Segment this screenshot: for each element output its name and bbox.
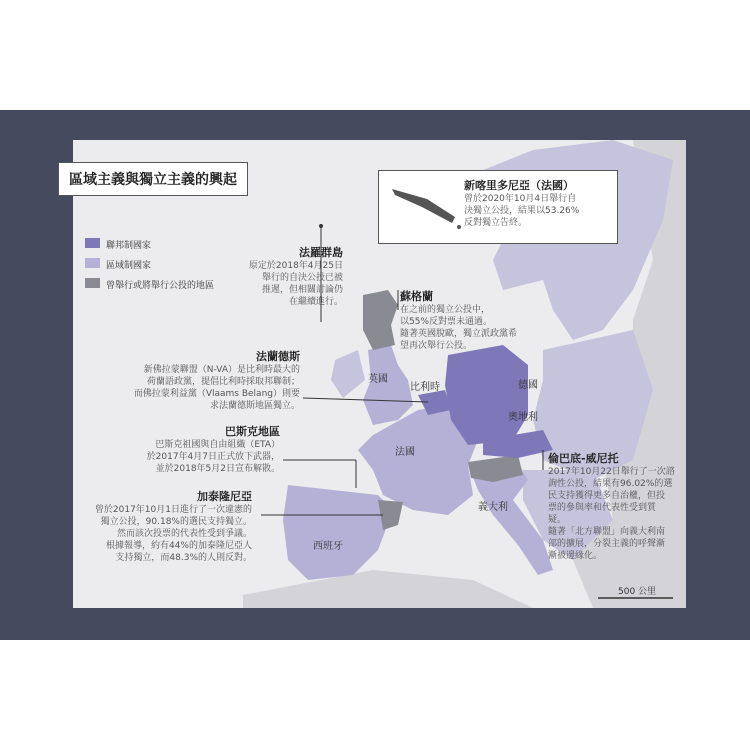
new-caledonia-callout <box>464 179 614 229</box>
scotland-shape <box>363 290 398 350</box>
scotland-line-2: 以55%反對票未通過。 <box>400 317 493 327</box>
faroe-title: 法羅群島 <box>299 246 343 259</box>
scotland-line-3: 隨著英國脫歐，獨立派政黨希 <box>400 329 518 339</box>
new-caledonia-inset <box>378 170 618 244</box>
flanders-line-3: 而佛拉蒙利益黨（Vlaams Belang）則要 <box>133 389 300 399</box>
legend-item-referendum <box>85 278 216 291</box>
new-caledonia-map <box>387 177 467 237</box>
country-label-germany: 德國 <box>518 380 538 391</box>
padania-title: 倫巴底-威尼托 <box>548 452 619 465</box>
scale-label: 500 公里 <box>618 587 657 597</box>
legend-swatch-federal <box>85 238 100 248</box>
flanders-line-4: 求法蘭德斯地區獨立。 <box>209 401 300 411</box>
legend-item-regional <box>85 258 216 271</box>
legend-label-regional: 區域制國家 <box>106 261 152 271</box>
faroe-line-3: 推遲，但相關討論仍 <box>261 285 343 295</box>
flanders-line-2: 荷蘭語政黨，提倡比利時採取邦聯制； <box>146 377 300 387</box>
legend-label-federal: 聯邦制國家 <box>106 241 152 251</box>
basque-title: 巴斯克地區 <box>225 425 280 438</box>
map-title: 區域主義與獨立主義的興起 <box>58 162 248 196</box>
catalonia-title: 加泰隆尼亞 <box>197 490 252 503</box>
faroe-callout <box>225 246 343 308</box>
catalonia-line-4: 根據報導，約有44%的加泰隆尼亞人 <box>105 541 252 551</box>
padania-line-7: 部的擴展，分裂主義的呼聲漸 <box>548 539 666 549</box>
basque-callout <box>120 425 280 475</box>
padania-line-1: 2017年10月22日舉行了一次諮 <box>548 467 675 477</box>
country-label-spain: 西班牙 <box>313 541 343 552</box>
legend <box>85 238 216 298</box>
scotland-callout <box>400 290 540 352</box>
scotland-title: 蘇格蘭 <box>400 290 433 303</box>
legend-swatch-regional <box>85 258 100 268</box>
new-caledonia-title: 新喀里多尼亞（法國） <box>464 179 574 192</box>
basque-line-3: 並於2018年5月2日宣布解散。 <box>155 464 280 474</box>
north-africa-land <box>243 570 533 608</box>
padania-callout <box>548 452 680 562</box>
country-label-italy: 義大利 <box>478 502 508 513</box>
catalonia-line-1: 曾於2017年10月1日進行了一次違憲的 <box>94 505 252 515</box>
flanders-title: 法蘭德斯 <box>256 350 300 363</box>
basque-line-1: 巴斯克祖國與自由組織（ETA） <box>155 440 280 450</box>
flanders-callout <box>110 350 300 412</box>
scotland-line-1: 在之前的獨立公投中， <box>400 305 491 315</box>
scotland-line-4: 望再次舉行公投。 <box>400 341 473 351</box>
padania-line-6: 隨著「北方聯盟」向義大利南 <box>548 527 666 537</box>
country-label-belgium: 比利時 <box>410 382 440 393</box>
faroe-marker <box>319 224 323 228</box>
faroe-line-1: 原定於2018年4月25日 <box>248 261 343 271</box>
country-label-austria: 奧地利 <box>508 412 538 423</box>
legend-item-federal <box>85 238 216 251</box>
catalonia-line-3: 然而該次投票的代表性受到爭議。 <box>116 529 252 539</box>
padania-line-3: 民支持獲得更多自治權，但投 <box>548 491 666 501</box>
padania-line-4: 票的參與率和代表性受到質 <box>548 503 657 513</box>
faroe-line-4: 在繼續進行。 <box>288 297 343 307</box>
padania-line-8: 漸被邊緣化。 <box>548 551 603 561</box>
uk-shape <box>363 345 413 425</box>
catalonia-callout <box>82 490 252 564</box>
faroe-line-2: 舉行的自決公投已被 <box>261 273 343 283</box>
legend-swatch-referendum <box>85 278 100 288</box>
basque-line-2: 於2017年4月7日正式放下武器， <box>146 452 280 462</box>
country-label-uk: 英國 <box>368 374 388 385</box>
new-caledonia-line-3: 反對獨立告終。 <box>464 218 528 228</box>
padania-line-2: 詢性公投，結果有96.02%的選 <box>548 479 673 489</box>
spain-shape <box>283 485 393 580</box>
new-caledonia-line-1: 曾於2020年10月4日舉行自 <box>464 194 577 204</box>
catalonia-line-5: 支持獨立，而48.3%的人則反對。 <box>115 553 252 563</box>
country-label-france: 法國 <box>395 447 415 458</box>
new-caledonia-line-2: 決獨立公投，結果以53.26% <box>464 206 580 216</box>
legend-label-referendum: 曾舉行或將舉行公投的地區 <box>106 281 215 291</box>
catalonia-line-2: 獨立公投，90.18%的選民支持獨立。 <box>100 517 252 527</box>
ireland <box>331 350 365 398</box>
padania-line-5: 疑。 <box>548 515 567 525</box>
flanders-line-1: 新佛拉蒙聯盟（N-VA）是比利時最大的 <box>143 365 300 375</box>
